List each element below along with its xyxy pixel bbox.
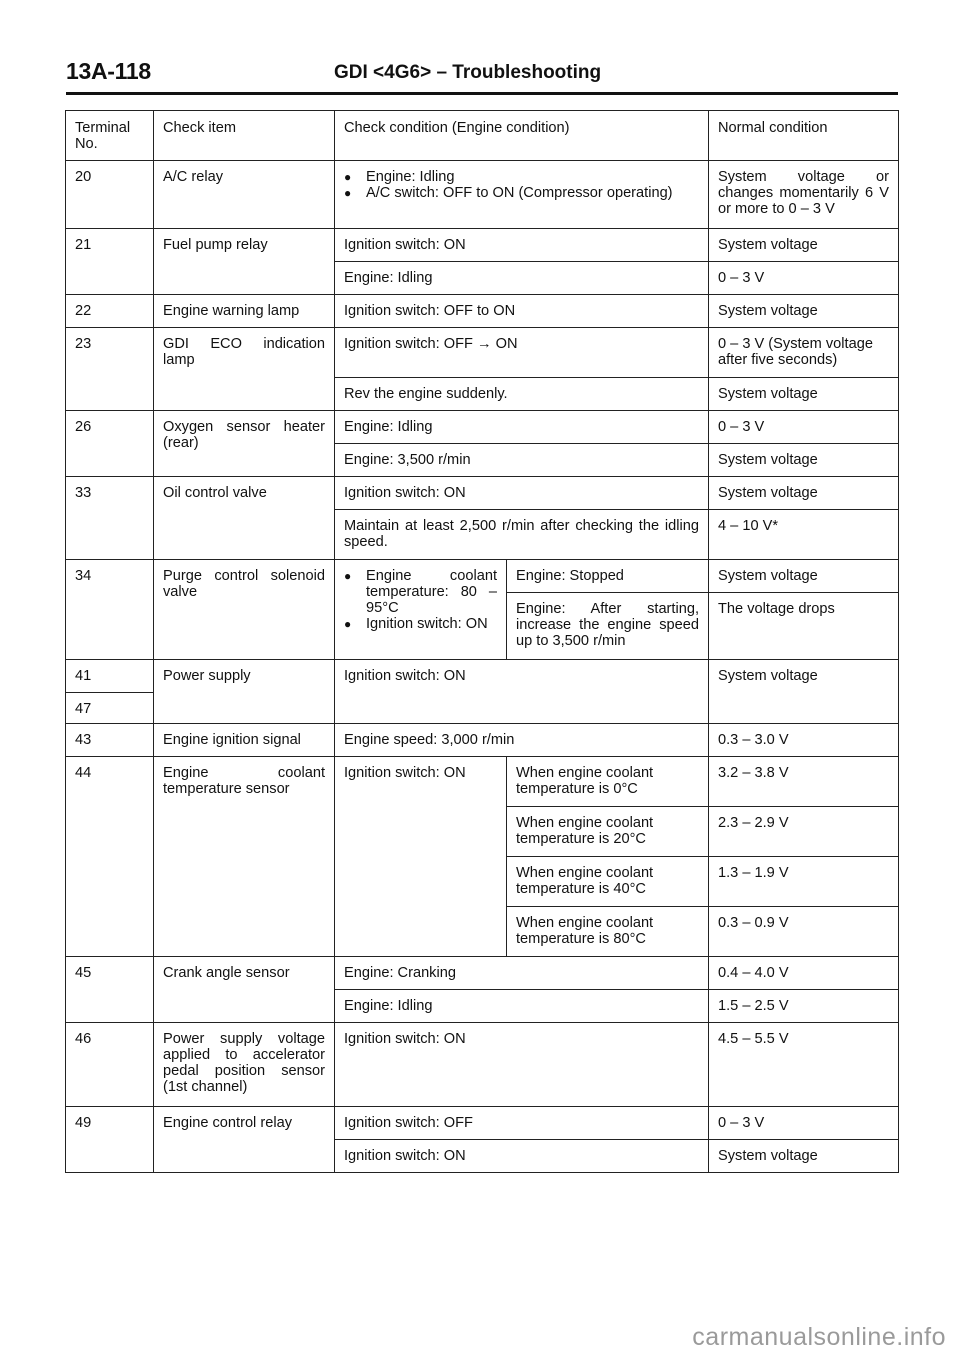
spec-table [65,110,899,1173]
check-item-cell: A/C relay [154,161,335,229]
condition-cell: Maintain at least 2,500 r/min after checking the idling speed. [335,510,709,560]
normal-cell: 0.4 – 4.0 V [709,957,899,990]
list-item: ● Ignition switch: ON [344,616,488,632]
header-normal-condition: Normal condition [709,111,899,161]
list-item: ● A/C switch: OFF to ON (Compressor operating) [344,185,673,201]
table-row [66,957,899,990]
terminal-cell: 33 [66,477,154,560]
normal-cell: System voltage or changes momentarily 6 V or more to 0 – 3 V [709,161,899,229]
check-item-cell: Engine coolant temperature sensor [154,757,335,957]
header-terminal: Terminal No. [66,111,154,161]
check-item-cell: Power supply voltage applied to accelerator pedal position sensor (1st channel) [154,1023,335,1107]
check-item-cell: Oxygen sensor heater (rear) [154,411,335,477]
condition-cell: Ignition switch: ON [335,229,709,262]
precondition-cell [335,560,507,660]
terminal-cell: 34 [66,560,154,660]
normal-cell: System voltage [709,560,899,593]
condition-cell: When engine coolant temperature is 0°C [507,757,709,807]
condition-cell: Ignition switch: ON [335,1140,709,1173]
page-title: GDI <4G6> – Troubleshooting [334,62,602,83]
check-item-cell: Engine control relay [154,1107,335,1173]
condition-cell: Engine: After starting, increase the engine speed up to 3,500 r/min [507,593,709,660]
list-item: ● Engine coolant temperature: 80 – 95°C [344,568,497,616]
condition-cell: When engine coolant temperature is 20°C [507,807,709,857]
condition-cell: Engine: Idling [335,411,709,444]
check-item-cell: Power supply [154,660,335,724]
terminal-cell: 46 [66,1023,154,1107]
table-row [66,724,899,757]
condition-cell: Ignition switch: ON [335,660,709,724]
table-row [66,477,899,510]
terminal-cell: 47 [66,693,154,724]
normal-cell: 3.2 – 3.8 V [709,757,899,807]
terminal-cell: 26 [66,411,154,477]
condition-cell: Ignition switch: ON [335,477,709,510]
condition-cell: Ignition switch: OFF → ON [335,328,709,378]
check-item-cell: Fuel pump relay [154,229,335,295]
page-number: 13A-118 [66,58,151,84]
condition-cell: Ignition switch: ON [335,1023,709,1107]
check-item-cell: Crank angle sensor [154,957,335,1023]
footer-watermark[interactable]: carmanualsonline.info [692,1323,946,1351]
bullet-icon: ● [344,569,352,583]
table-row [66,229,899,262]
check-item-cell: Purge control solenoid valve [154,560,335,660]
condition-cell: Ignition switch: OFF [335,1107,709,1140]
normal-cell: System voltage [709,378,899,411]
normal-cell: 4.5 – 5.5 V [709,1023,899,1107]
table-row [66,411,899,444]
condition-cell: When engine coolant temperature is 40°C [507,857,709,907]
terminal-cell: 45 [66,957,154,1023]
normal-cell: 2.3 – 2.9 V [709,807,899,857]
terminal-cell: 22 [66,295,154,328]
normal-cell: 0.3 – 0.9 V [709,907,899,957]
condition-cell: Engine: Idling [335,262,709,295]
header-rule [66,92,898,95]
bullet-icon: ● [344,170,352,184]
normal-cell: 1.5 – 2.5 V [709,990,899,1023]
table-row [66,1023,899,1107]
table-header-row [66,111,899,161]
normal-cell: 0 – 3 V [709,1107,899,1140]
check-item-cell: Engine warning lamp [154,295,335,328]
bullet-icon: ● [344,186,352,200]
bullet-icon: ● [344,617,352,631]
table-row [66,660,899,693]
check-item-cell: GDI ECO indication lamp [154,328,335,411]
check-item-cell: Engine ignition signal [154,724,335,757]
normal-cell: 4 – 10 V* [709,510,899,560]
normal-cell: System voltage [709,229,899,262]
normal-cell: System voltage [709,295,899,328]
condition-cell: Engine: Stopped [507,560,709,593]
normal-cell: 0 – 3 V [709,262,899,295]
table-row [66,295,899,328]
table-row [66,328,899,378]
normal-cell: 0 – 3 V [709,411,899,444]
normal-cell: 1.3 – 1.9 V [709,857,899,907]
list-item: ● Engine: Idling [344,169,455,185]
table-row [66,1107,899,1140]
terminal-cell: 21 [66,229,154,295]
header-check-item: Check item [154,111,335,161]
normal-cell: 0 – 3 V (System voltage after five seconds) [709,328,899,378]
terminal-cell: 23 [66,328,154,411]
normal-cell: The voltage drops [709,593,899,660]
terminal-cell: 41 [66,660,154,693]
condition-cell: Ignition switch: OFF to ON [335,295,709,328]
terminal-cell: 43 [66,724,154,757]
precondition-cell: Ignition switch: ON [335,757,507,957]
normal-cell: System voltage [709,1140,899,1173]
table-row [66,757,899,807]
condition-cell: Rev the engine suddenly. [335,378,709,411]
table-row [66,560,899,593]
table-row [66,161,899,229]
condition-cell: Engine: Idling [335,990,709,1023]
terminal-cell: 20 [66,161,154,229]
check-item-cell: Oil control valve [154,477,335,560]
condition-cell [335,161,709,229]
normal-cell: 0.3 – 3.0 V [709,724,899,757]
condition-cell: Engine: 3,500 r/min [335,444,709,477]
terminal-cell: 44 [66,757,154,957]
header-check-condition: Check condition (Engine condition) [335,111,709,161]
normal-cell: System voltage [709,444,899,477]
condition-cell: When engine coolant temperature is 80°C [507,907,709,957]
normal-cell: System voltage [709,660,899,724]
condition-cell: Engine speed: 3,000 r/min [335,724,709,757]
condition-cell: Engine: Cranking [335,957,709,990]
normal-cell: System voltage [709,477,899,510]
terminal-cell: 49 [66,1107,154,1173]
